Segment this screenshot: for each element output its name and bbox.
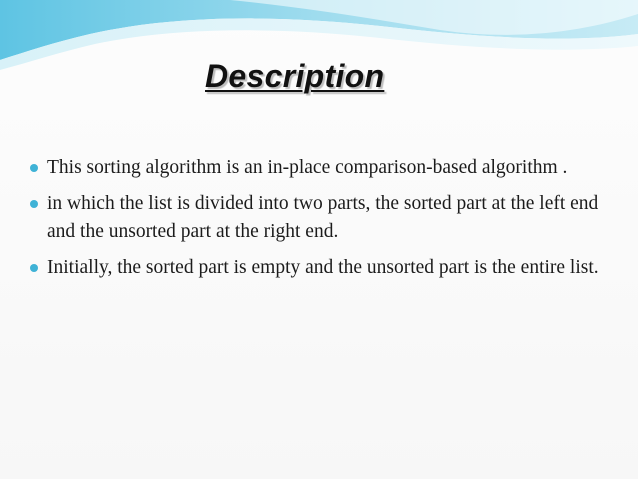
bullet-dot-icon bbox=[30, 164, 38, 172]
bullet-dot-icon bbox=[30, 200, 38, 208]
bullet-item bbox=[30, 154, 605, 182]
slide-title: Description bbox=[205, 58, 385, 94]
bullet-item bbox=[30, 190, 605, 246]
bullet-dot-icon bbox=[30, 264, 38, 272]
bullet-text: Initially, the sorted part is empty and the unsorted part is the entire list. bbox=[47, 257, 599, 278]
bullet-text: in which the list is divided into two parts, the sorted part at the left end and the unsorted part at the right end. bbox=[47, 193, 599, 242]
bullet-item bbox=[30, 254, 605, 282]
bullet-list bbox=[30, 154, 605, 290]
bullet-text: This sorting algorithm is an in-place comparison-based algorithm . bbox=[47, 157, 568, 178]
